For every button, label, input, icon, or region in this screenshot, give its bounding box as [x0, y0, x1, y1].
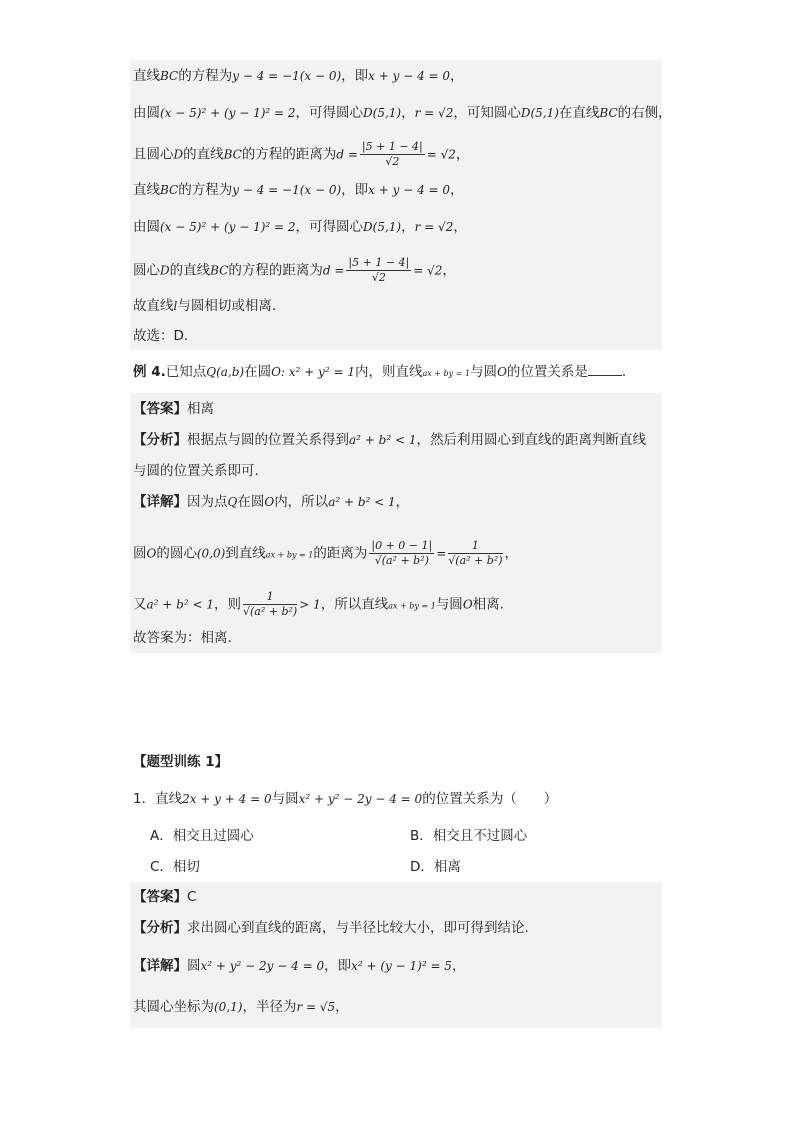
- option-b: B．相交且不过圆心: [410, 828, 528, 844]
- training-analysis-line: 【分析】求出圆心到直线的距离，与半径比较大小，即可得到结论.: [133, 920, 529, 936]
- distance-line-1: 且圆心D的直线BC的方程的距离为d = $\frac{|5 + 1 - 4|}{√2}$ = √2，: [133, 140, 470, 168]
- comparison-fraction: $\frac{1}{\text{√(a² + b²)}}$: [242, 590, 298, 618]
- distance-line-3: 圆O的圆心(0,0)到直线ax + by = 1的距离为 $\frac{|0 + 0 - 1|}{\text{√(a² + b²)}}$ = $\frac{1}{\text{√(a² + b²)}}$ ，: [133, 539, 519, 567]
- example-4-question: 例 4.已知点Q(a,b)在圆O: x² + y² = 1内，则直线ax + by = 1与圆O的位置关系是 .: [133, 364, 627, 380]
- distance-fraction-2: $\frac{|5 + 1 - 4|}{√2}$: [348, 256, 410, 284]
- training-detail-line: 【详解】圆x² + y² − 2y − 4 = 0，即x² + (y − 1)² = 5，: [133, 958, 466, 974]
- line-bc-equation-2: 直线BC的方程为y − 4 = −1(x − 0)，即x + y − 4 = 0，: [133, 182, 464, 198]
- distance-fraction-4: $\frac{1}{\text{√(a² + b²)}}$: [448, 539, 503, 567]
- option-d: D．相离: [410, 859, 461, 875]
- comparison-line: 又a² + b² < 1，则 $\frac{1}{\text{√(a² + b²)}}$ > 1，所以直线ax + by = 1与圆O相离.: [133, 590, 504, 618]
- training-heading: 【题型训练 1】: [133, 754, 229, 770]
- line-bc-equation-1: 直线BC的方程为y − 4 = −1(x − 0)，即x + y − 4 = 0，: [133, 68, 464, 84]
- circle-center-line-1: 由圆(x − 5)² + (y − 1)² = 2，可得圆心D(5,1)，r = √2，可知圆心D(5,1)在直线BC的右侧，: [133, 105, 672, 121]
- answer-blank: [588, 363, 622, 376]
- analysis-line: 【分析】根据点与圆的位置关系得到a² + b² < 1，然后利用圆心到直线的距离判断直线: [133, 432, 646, 448]
- conclusion-line: 故直线l与圆相切或相离．: [133, 298, 286, 314]
- option-c: C．相切: [150, 859, 200, 875]
- distance-fraction-1: $\frac{|5 + 1 - 4|}{√2}$: [361, 140, 423, 168]
- choice-line: 故选：D．: [133, 328, 198, 344]
- circle-center-line-2: 由圆(x − 5)² + (y − 1)² = 2，可得圆心D(5,1)，r = √2，: [133, 219, 467, 235]
- detail-line: 【详解】因为点Q在圆O内，所以a² + b² < 1，: [133, 494, 410, 510]
- distance-line-2: 圆心D的直线BC的方程的距离为d = $\frac{|5 + 1 - 4|}{√2}$ = √2，: [133, 256, 456, 284]
- training-question-1: 1．直线2x + y + 4 = 0与圆x² + y² − 2y − 4 = 0的位置关系为（ ）: [133, 791, 558, 807]
- distance-fraction-3: $\frac{|0 + 0 - 1|}{\text{√(a² + b²)}}$: [371, 539, 433, 567]
- option-a: A．相交且过圆心: [150, 828, 254, 844]
- final-answer-line: 故答案为：相离.: [133, 630, 232, 646]
- analysis-line-2: 与圆的位置关系即可.: [133, 463, 259, 479]
- training-center-line: 其圆心坐标为(0,1)，半径为r = √5，: [133, 999, 349, 1015]
- answer-line: 【答案】相离: [133, 401, 214, 417]
- training-answer-line: 【答案】C: [133, 889, 197, 905]
